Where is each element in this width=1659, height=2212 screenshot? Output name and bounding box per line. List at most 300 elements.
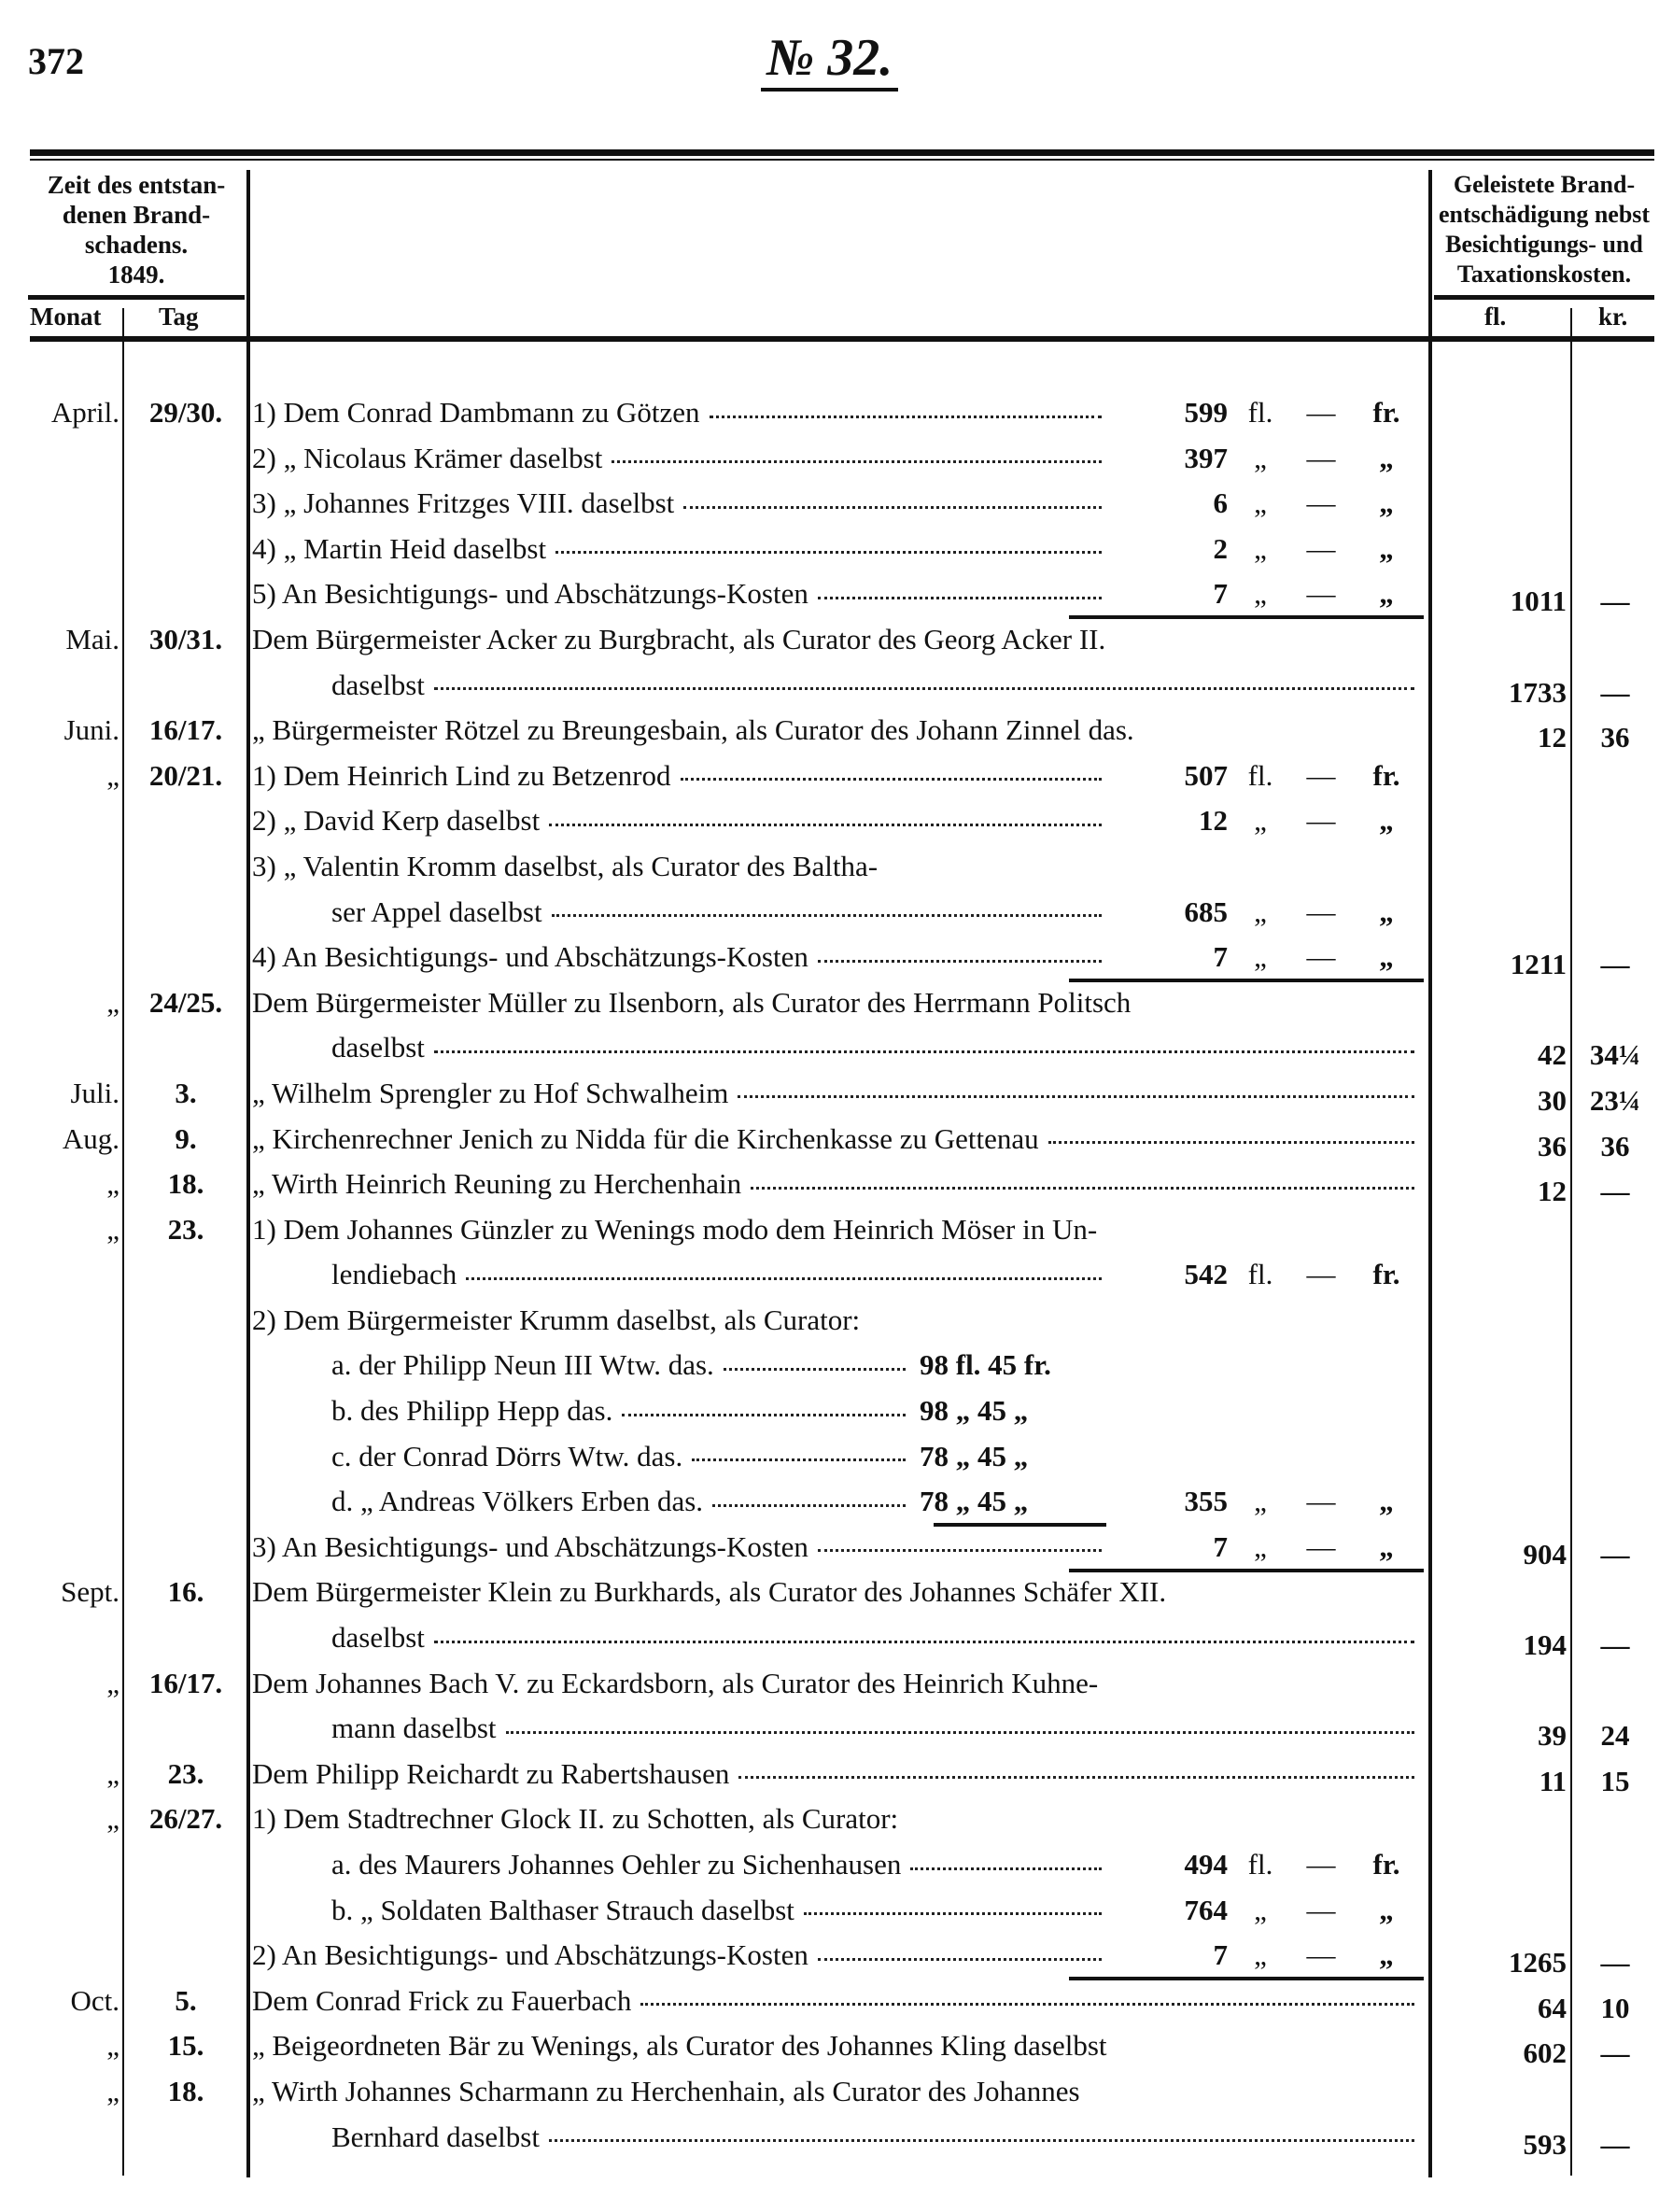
description-cell: [331, 1619, 1424, 1656]
description-text: Bernhard daselbst: [331, 2120, 540, 2153]
description-text: mann daselbst: [331, 1712, 497, 1745]
description-cell: [331, 1392, 915, 1430]
item-amount: 685: [1184, 895, 1228, 928]
description-cell: [252, 848, 1424, 885]
total-kreuzer: —: [1600, 585, 1630, 618]
item-amount: 494: [1184, 1848, 1228, 1881]
table-row: [0, 757, 1659, 803]
dot-leader: [910, 1867, 1102, 1870]
item-amount: 7: [1213, 577, 1228, 611]
total-kreuzer: 24: [1600, 1719, 1630, 1753]
table-row: [0, 938, 1659, 984]
month-cell: „: [106, 1666, 120, 1699]
amount-unit: „: [1254, 804, 1267, 838]
table-row: [0, 1346, 1659, 1392]
header-tag: Tag: [159, 303, 199, 331]
total-kreuzer: —: [1600, 1175, 1630, 1208]
amount-unit: „: [1254, 895, 1267, 928]
header-kr: kr.: [1598, 303, 1628, 331]
month-cell: „: [106, 2029, 120, 2063]
amount-unit: —: [1306, 577, 1336, 611]
day-cell: 29/30.: [148, 396, 223, 429]
dot-leader: [434, 1050, 1414, 1053]
total-kreuzer: 10: [1600, 1991, 1630, 2024]
amount-unit: „: [1379, 1529, 1394, 1563]
total-florin: 904: [1523, 1537, 1567, 1571]
description-cell: [252, 575, 1111, 613]
description-cell: [331, 1483, 915, 1520]
dot-leader: [738, 1776, 1414, 1779]
dot-leader: [622, 1414, 906, 1416]
amount-unit: —: [1306, 1485, 1336, 1518]
amount-unit: „: [1379, 486, 1394, 520]
item-amount: 355: [1184, 1485, 1228, 1518]
table-row: [0, 1483, 1659, 1529]
description-text: 2) „ Nicolaus Krämer daselbst: [252, 441, 603, 474]
day-cell: 18.: [167, 1167, 204, 1201]
amount-unit: fr.: [1372, 1848, 1400, 1881]
table-row: [0, 2027, 1659, 2073]
description-cell: [331, 1892, 1111, 1929]
description-cell: [331, 894, 1111, 931]
month-cell: Juli.: [70, 1076, 120, 1109]
amount-unit: —: [1306, 441, 1336, 474]
description-cell: [252, 757, 1111, 795]
total-kreuzer: —: [1600, 1946, 1630, 1980]
description-text: „ Wirth Johannes Scharmann zu Herchenhain, als Curator des Johannes: [252, 2074, 1080, 2107]
table-row: [0, 1211, 1659, 1257]
total-kreuzer: 36: [1600, 721, 1630, 754]
description-text: Dem Conrad Frick zu Fauerbach: [252, 1983, 632, 2017]
day-cell: 18.: [167, 2074, 204, 2107]
description-text: Dem Bürgermeister Müller zu Ilsenborn, als Curator des Herrmann Politsch: [252, 985, 1132, 1019]
description-text: daselbst: [331, 1031, 425, 1064]
subtotal-rule: [934, 1523, 1106, 1527]
amount-unit: „: [1379, 1938, 1394, 1972]
amount-unit: „: [1379, 441, 1394, 474]
table-row: [0, 485, 1659, 530]
description-cell: [331, 1438, 915, 1475]
description-cell: [252, 1165, 1424, 1203]
description-cell: [252, 984, 1424, 1021]
description-cell: [252, 1211, 1424, 1248]
description-cell: [252, 621, 1424, 658]
day-cell: 9.: [175, 1121, 197, 1155]
description-cell: [252, 1302, 1424, 1339]
dot-leader: [549, 824, 1102, 826]
description-cell: [252, 2027, 1424, 2064]
amount-unit: —: [1306, 804, 1336, 838]
amount-unit: —: [1306, 1258, 1336, 1291]
page-number: 372: [28, 40, 84, 82]
table-row: [0, 894, 1659, 939]
description-cell: [252, 1573, 1424, 1611]
description-text: 2) „ David Kerp daselbst: [252, 804, 541, 838]
dot-leader: [506, 1731, 1415, 1734]
month-cell: Sept.: [61, 1575, 120, 1609]
total-florin: 30: [1538, 1083, 1567, 1117]
amount-unit: „: [1379, 804, 1394, 838]
sub-amount: 98 „ 45 „: [920, 1394, 1029, 1428]
dot-leader: [552, 914, 1102, 917]
description-cell: [252, 1755, 1424, 1793]
description-text: Dem Bürgermeister Klein zu Burkhards, als Curator des Johannes Schäfer XII.: [252, 1575, 1167, 1609]
item-amount: 12: [1199, 804, 1228, 838]
entries-list: [0, 394, 1659, 2163]
table-row: [0, 667, 1659, 712]
table-row: [0, 530, 1659, 576]
amount-unit: „: [1254, 1938, 1267, 1972]
header-right-line: Geleistete Brand-: [1453, 171, 1636, 198]
total-kreuzer: —: [1600, 2036, 1630, 2070]
description-text: „ Beigeordneten Bär zu Wenings, als Curator des Johannes Kling daselbst: [252, 2029, 1107, 2063]
item-amount: 397: [1184, 441, 1228, 474]
description-text: 1) Dem Heinrich Lind zu Betzenrod: [252, 758, 671, 792]
table-row: [0, 1892, 1659, 1937]
item-amount: 507: [1184, 758, 1228, 792]
description-cell: [331, 1846, 1111, 1883]
table-row: [0, 712, 1659, 757]
day-cell: 3.: [175, 1076, 197, 1109]
sub-amount: 78 „ 45 „: [920, 1439, 1029, 1472]
amount-unit: „: [1254, 940, 1267, 974]
amount-unit: „: [1379, 531, 1394, 565]
table-row: [0, 1075, 1659, 1120]
item-amount: 764: [1184, 1893, 1228, 1926]
table-row: [0, 1937, 1659, 1982]
amount-unit: „: [1379, 1485, 1394, 1518]
day-cell: 16/17.: [148, 1666, 223, 1699]
table-row: [0, 621, 1659, 667]
document-number: № 32.: [761, 28, 898, 92]
description-text: Dem Philipp Reichardt zu Rabertshausen: [252, 1756, 730, 1790]
description-text: c. der Conrad Dörrs Wtw. das.: [331, 1439, 683, 1472]
dot-leader: [710, 416, 1102, 418]
description-text: Dem Johannes Bach V. zu Eckardsborn, als Curator des Heinrich Kuhne-: [252, 1666, 1099, 1699]
amount-unit: fr.: [1372, 758, 1400, 792]
dot-leader: [751, 1187, 1414, 1190]
amount-unit: fl.: [1247, 1848, 1273, 1881]
total-florin: 36: [1538, 1129, 1567, 1162]
table-row: [0, 1982, 1659, 2028]
total-kreuzer: —: [1600, 948, 1630, 981]
dot-leader: [555, 551, 1102, 554]
table-row: [0, 1438, 1659, 1484]
table-row: [0, 394, 1659, 440]
amount-unit: „: [1254, 1529, 1267, 1563]
month-cell: Juni.: [63, 713, 120, 747]
description-text: a. der Philipp Neun III Wtw. das.: [331, 1348, 714, 1382]
amount-unit: —: [1306, 940, 1336, 974]
table-row: [0, 575, 1659, 621]
sum-rule: [1069, 1569, 1424, 1572]
header-right-line: Besichtigungs- und: [1445, 231, 1643, 258]
day-cell: 5.: [175, 1983, 197, 2017]
total-florin: 602: [1523, 2036, 1567, 2070]
day-cell: 16/17.: [148, 713, 223, 747]
header-monat: Monat: [30, 303, 102, 331]
table-row: [0, 1392, 1659, 1438]
total-florin: 11: [1539, 1764, 1567, 1797]
day-cell: 15.: [167, 2029, 204, 2063]
description-text: 1) Dem Conrad Dambmann zu Götzen: [252, 396, 700, 429]
day-cell: 23.: [167, 1756, 204, 1790]
dot-leader: [434, 687, 1414, 690]
table-row: [0, 1800, 1659, 1846]
total-florin: 39: [1538, 1719, 1567, 1753]
item-amount: 7: [1213, 1529, 1228, 1563]
table-row: [0, 1029, 1659, 1075]
day-cell: 26/27.: [148, 1802, 223, 1836]
dot-leader: [466, 1277, 1102, 1280]
description-cell: [331, 667, 1424, 704]
amount-unit: „: [1379, 940, 1394, 974]
table-row: [0, 1619, 1659, 1665]
description-text: Dem Bürgermeister Acker zu Burgbracht, als Curator des Georg Acker II.: [252, 622, 1106, 655]
description-text: 3) „ Valentin Kromm daselbst, als Curator des Baltha-: [252, 849, 879, 882]
amount-unit: —: [1306, 1529, 1336, 1563]
description-cell: [252, 440, 1111, 477]
dot-leader: [434, 1641, 1414, 1643]
description-cell: [252, 2073, 1424, 2110]
amount-unit: fr.: [1372, 396, 1400, 429]
description-text: d. „ Andreas Völkers Erben das.: [331, 1485, 704, 1518]
day-cell: 16.: [167, 1575, 204, 1609]
header-right-line: entschädigung nebst: [1438, 201, 1651, 228]
amount-unit: „: [1254, 1485, 1267, 1518]
description-cell: [252, 938, 1111, 976]
dot-leader: [738, 1095, 1414, 1098]
description-cell: [331, 1029, 1424, 1066]
day-cell: 30/31.: [148, 622, 223, 655]
month-cell: Aug.: [62, 1121, 120, 1155]
dot-leader: [640, 2003, 1414, 2006]
amount-unit: „: [1254, 1893, 1267, 1926]
amount-unit: „: [1254, 577, 1267, 611]
total-florin: 593: [1523, 2127, 1567, 2161]
top-rule: [30, 149, 1654, 156]
table-row: [0, 440, 1659, 486]
total-florin: 12: [1538, 721, 1567, 754]
description-text: lendiebach: [331, 1258, 457, 1291]
amount-unit: —: [1306, 396, 1336, 429]
total-florin: 64: [1538, 1991, 1567, 2024]
description-cell: [252, 802, 1111, 839]
total-kreuzer: —: [1600, 1628, 1630, 1662]
table-row: [0, 1529, 1659, 1574]
amount-unit: „: [1254, 486, 1267, 520]
description-text: „ Bürgermeister Rötzel zu Breungesbain, als Curator des Johann Zinnel das.: [252, 713, 1134, 747]
description-text: „ Kirchenrechner Jenich zu Nidda für die Kirchenkasse zu Gettenau: [252, 1121, 1039, 1155]
sum-rule: [1069, 615, 1424, 619]
description-cell: [331, 1256, 1111, 1293]
amount-unit: fl.: [1247, 758, 1273, 792]
amount-unit: „: [1254, 531, 1267, 565]
header-amount-column: [1434, 170, 1654, 289]
dot-leader: [818, 960, 1102, 963]
header-date-column: [28, 170, 245, 289]
amount-unit: „: [1379, 1893, 1394, 1926]
description-text: a. des Maurers Johannes Oehler zu Sichenhausen: [331, 1848, 902, 1881]
total-kreuzer: 36: [1600, 1129, 1630, 1162]
description-cell: [252, 1529, 1111, 1566]
amount-unit: fl.: [1247, 1258, 1273, 1291]
sum-rule: [1069, 1977, 1424, 1980]
amount-unit: „: [1379, 895, 1394, 928]
dot-leader: [724, 1368, 906, 1371]
description-cell: [252, 1800, 1424, 1838]
description-text: „ Wirth Heinrich Reuning zu Herchenhain: [252, 1167, 742, 1201]
total-florin: 1011: [1510, 585, 1567, 618]
table-row: [0, 1665, 1659, 1711]
day-cell: 20/21.: [148, 758, 223, 792]
day-cell: 23.: [167, 1212, 204, 1246]
amount-unit: —: [1306, 1848, 1336, 1881]
description-cell: [252, 712, 1424, 749]
description-text: 3) „ Johannes Fritzges VIII. daselbst: [252, 486, 675, 520]
amount-unit: —: [1306, 1893, 1336, 1926]
table-row: [0, 984, 1659, 1030]
description-cell: [331, 1710, 1424, 1747]
amount-unit: „: [1379, 577, 1394, 611]
month-cell: April.: [50, 396, 120, 429]
amount-unit: fl.: [1247, 396, 1273, 429]
amount-unit: —: [1306, 1938, 1336, 1972]
total-florin: 12: [1538, 1175, 1567, 1208]
dot-leader: [712, 1504, 906, 1507]
table-row: [0, 1120, 1659, 1166]
description-cell: [331, 1346, 915, 1384]
total-kreuzer: —: [1600, 675, 1630, 709]
description-text: b. des Philipp Hepp das.: [331, 1394, 613, 1428]
description-cell: [331, 2119, 1424, 2156]
amount-unit: fr.: [1372, 1258, 1400, 1291]
description-text: 5) An Besichtigungs- und Abschätzungs-Kosten: [252, 577, 808, 611]
header-right-rule: [1434, 295, 1654, 300]
header-left-line: 1849.: [107, 261, 165, 289]
header-left-line: schadens.: [84, 231, 189, 259]
item-amount: 599: [1184, 396, 1228, 429]
total-kreuzer: —: [1600, 1537, 1630, 1571]
description-text: 4) An Besichtigungs- und Abschätzungs-Kosten: [252, 940, 808, 974]
description-text: daselbst: [331, 668, 425, 701]
total-kreuzer: —: [1600, 2127, 1630, 2161]
dot-leader: [683, 506, 1102, 509]
description-text: „ Wilhelm Sprengler zu Hof Schwalheim: [252, 1076, 729, 1109]
header-right-line: Taxationskosten.: [1456, 261, 1632, 288]
month-cell: „: [106, 985, 120, 1019]
amount-unit: „: [1254, 441, 1267, 474]
description-cell: [252, 530, 1111, 568]
description-text: 4) „ Martin Heid daselbst: [252, 531, 547, 565]
description-cell: [252, 1120, 1424, 1158]
item-amount: 6: [1213, 486, 1228, 520]
month-cell: „: [106, 1167, 120, 1201]
month-cell: „: [106, 1802, 120, 1836]
item-amount: 2: [1213, 531, 1228, 565]
top-rule-thin: [30, 159, 1654, 161]
table-row: [0, 1710, 1659, 1755]
dot-leader: [681, 778, 1103, 781]
day-cell: 24/25.: [148, 985, 223, 1019]
sub-amount: 78 „ 45 „: [920, 1485, 1029, 1518]
description-text: 1) Dem Stadtrechner Glock II. zu Schotten, als Curator:: [252, 1802, 899, 1836]
header-left-rule: [28, 295, 245, 300]
description-text: 2) Dem Bürgermeister Krumm daselbst, als Curator:: [252, 1303, 861, 1336]
table-row: [0, 1256, 1659, 1302]
dot-leader: [818, 1958, 1102, 1961]
item-amount: 542: [1184, 1258, 1228, 1291]
dot-leader: [804, 1912, 1102, 1915]
total-florin: 42: [1538, 1038, 1567, 1072]
table-row: [0, 802, 1659, 848]
total-florin: 194: [1523, 1628, 1567, 1662]
header-left-line: Zeit des entstan-: [47, 171, 226, 199]
description-text: b. „ Soldaten Balthaser Strauch daselbst: [331, 1893, 794, 1926]
table-row: [0, 848, 1659, 894]
amount-unit: —: [1306, 486, 1336, 520]
item-amount: 7: [1213, 1938, 1228, 1972]
description-text: 2) An Besichtigungs- und Abschätzungs-Kosten: [252, 1938, 808, 1972]
table-row: [0, 1755, 1659, 1801]
description-text: 3) An Besichtigungs- und Abschätzungs-Kosten: [252, 1529, 808, 1563]
total-florin: 1211: [1510, 948, 1567, 981]
description-text: daselbst: [331, 1621, 425, 1655]
dot-leader: [692, 1458, 906, 1461]
table-row: [0, 2073, 1659, 2119]
month-cell: Oct.: [70, 1983, 120, 2017]
month-cell: „: [106, 2074, 120, 2107]
amount-unit: —: [1306, 895, 1336, 928]
header-fl: fl.: [1484, 303, 1507, 331]
month-cell: „: [106, 1212, 120, 1246]
month-cell: Mai.: [65, 622, 120, 655]
sub-amount: 98 fl. 45 fr.: [920, 1348, 1051, 1382]
amount-unit: —: [1306, 531, 1336, 565]
dot-leader: [818, 597, 1102, 599]
month-cell: „: [106, 758, 120, 792]
table-row: [0, 1846, 1659, 1892]
description-cell: [252, 1075, 1424, 1112]
total-florin: 1265: [1509, 1946, 1567, 1980]
total-kreuzer: 23¼: [1589, 1083, 1641, 1117]
description-cell: [252, 1665, 1424, 1702]
table-row: [0, 1573, 1659, 1619]
header-bottom-rule: [30, 336, 1654, 342]
description-cell: [252, 1982, 1424, 2020]
description-cell: [252, 1937, 1111, 1974]
dot-leader: [612, 460, 1102, 463]
table-row: [0, 2119, 1659, 2164]
item-amount: 7: [1213, 940, 1228, 974]
description-text: ser Appel daselbst: [331, 895, 542, 928]
sum-rule: [1069, 979, 1424, 982]
description-cell: [252, 394, 1111, 431]
dot-leader: [549, 2139, 1414, 2142]
month-cell: „: [106, 1756, 120, 1790]
description-cell: [252, 485, 1111, 522]
description-text: 1) Dem Johannes Günzler zu Wenings modo dem Heinrich Möser in Un-: [252, 1212, 1098, 1246]
header-left-line: denen Brand-: [62, 201, 211, 229]
amount-unit: —: [1306, 758, 1336, 792]
total-kreuzer: 34¼: [1589, 1038, 1641, 1072]
table-row: [0, 1165, 1659, 1211]
total-kreuzer: 15: [1600, 1764, 1630, 1797]
table-row: [0, 1302, 1659, 1347]
dot-leader: [1048, 1141, 1414, 1144]
total-florin: 1733: [1509, 675, 1567, 709]
dot-leader: [818, 1549, 1102, 1552]
